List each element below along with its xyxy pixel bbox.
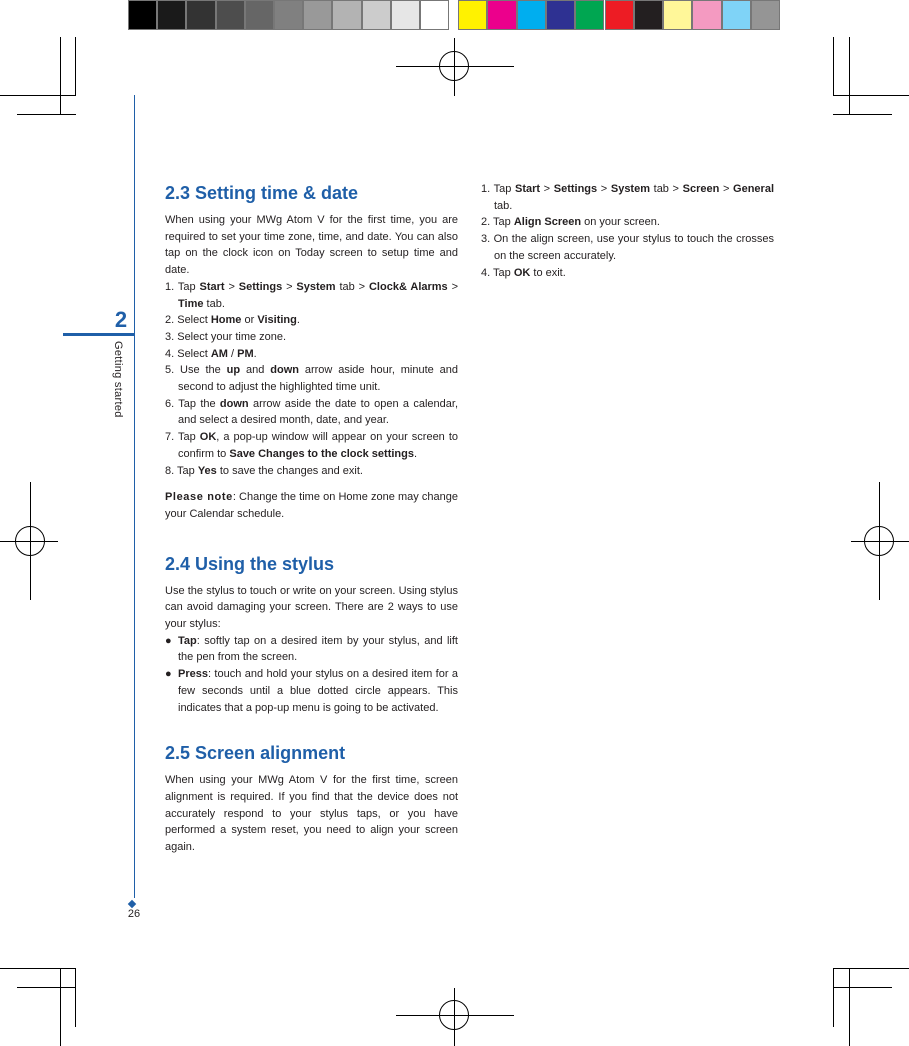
gray-swatch (245, 0, 274, 30)
color-swatch (751, 0, 780, 30)
section-2-4-title: 2.4 Using the stylus (165, 553, 335, 574)
color-swatch (458, 0, 487, 30)
color-swatch (722, 0, 751, 30)
note: Please note: Change the time on Home zone may change your Calendar schedule. (165, 491, 458, 520)
color-swatch (517, 0, 546, 30)
gray-swatch (157, 0, 186, 30)
align-step-1: 1. Tap Start > Settings > System tab > Screen > General tab. (481, 183, 774, 212)
color-swatch (692, 0, 721, 30)
left-column (165, 182, 458, 856)
gray-swatch (420, 0, 449, 30)
chapter-rule (63, 333, 134, 336)
color-swatch (663, 0, 692, 30)
section-2-4-intro: Use the stylus to touch or write on your screen. Using stylus can avoid damaging your screen. There are 2 ways to use your stylus: (165, 584, 458, 631)
align-step-4: 4. Tap OK to exit. (481, 266, 566, 279)
gray-swatch (332, 0, 361, 30)
page-number: 26 (127, 908, 141, 920)
right-column (481, 181, 774, 281)
color-swatch (634, 0, 663, 30)
align-step-2: 2. Tap Align Screen on your screen. (481, 216, 660, 229)
section-2-5-title: 2.5 Screen alignment (165, 743, 346, 764)
step-7: 7. Tap OK, a pop-up window will appear on your screen to confirm to Save Changes to the clock settings. (165, 431, 459, 460)
gray-swatch (303, 0, 332, 30)
gray-swatch (128, 0, 157, 30)
gray-swatch (216, 0, 245, 30)
align-step-3: 3. On the align screen, use your stylus to touch the crosses on the screen accurately. (481, 233, 774, 262)
step-8: 8. Tap Yes to save the changes and exit. (165, 464, 363, 477)
gray-swatch (186, 0, 215, 30)
step-3: 3. Select your time zone. (165, 330, 287, 343)
chapter-number: 2 (114, 307, 128, 332)
bullet-press: ● Press: touch and hold your stylus on a desired item for a few seconds until a blue dotted circle appears. This indicates that a pop-up menu is going to be activated. (165, 668, 458, 714)
step-1: 1. Tap Start > Settings > System tab > Clock& Alarms > Time tab. (165, 280, 458, 310)
chapter-label: Getting started (112, 341, 124, 418)
section-2-5-intro: When using your MWg Atom V for the first time, screen alignment is required. If you find that the device does not accurately respond to your stylus taps, or you have performed a system reset, you need to align your screen again. (165, 774, 458, 854)
color-swatch (605, 0, 634, 30)
step-4: 4. Select AM / PM. (165, 347, 257, 360)
bullet-tap: ● Tap: softly tap on a desired item by your stylus, and lift the pen from the screen. (165, 634, 458, 664)
section-2-3-title: 2.3 Setting time & date (165, 183, 359, 203)
step-2: 2. Select Home or Visiting. (165, 314, 300, 327)
gray-swatch (391, 0, 420, 30)
step-5: 5. Use the up and down arrow aside hour, minute and second to adjust the highlighted time unit. (165, 364, 459, 394)
color-swatch (546, 0, 575, 30)
gray-swatch (362, 0, 391, 30)
section-2-3-intro: When using your MWg Atom V for the first time, you are required to set your time zone, time, and date. You can also tap on the clock icon on Today screen to setup time and date. (165, 214, 458, 277)
step-6: 6. Tap the down arrow aside the date to open a calendar, and select a desired month, date, and year. (165, 397, 458, 427)
gray-swatch (274, 0, 303, 30)
page-diamond-icon (128, 900, 136, 908)
color-swatch (575, 0, 604, 30)
margin-rule (134, 95, 135, 898)
color-swatch (487, 0, 516, 30)
